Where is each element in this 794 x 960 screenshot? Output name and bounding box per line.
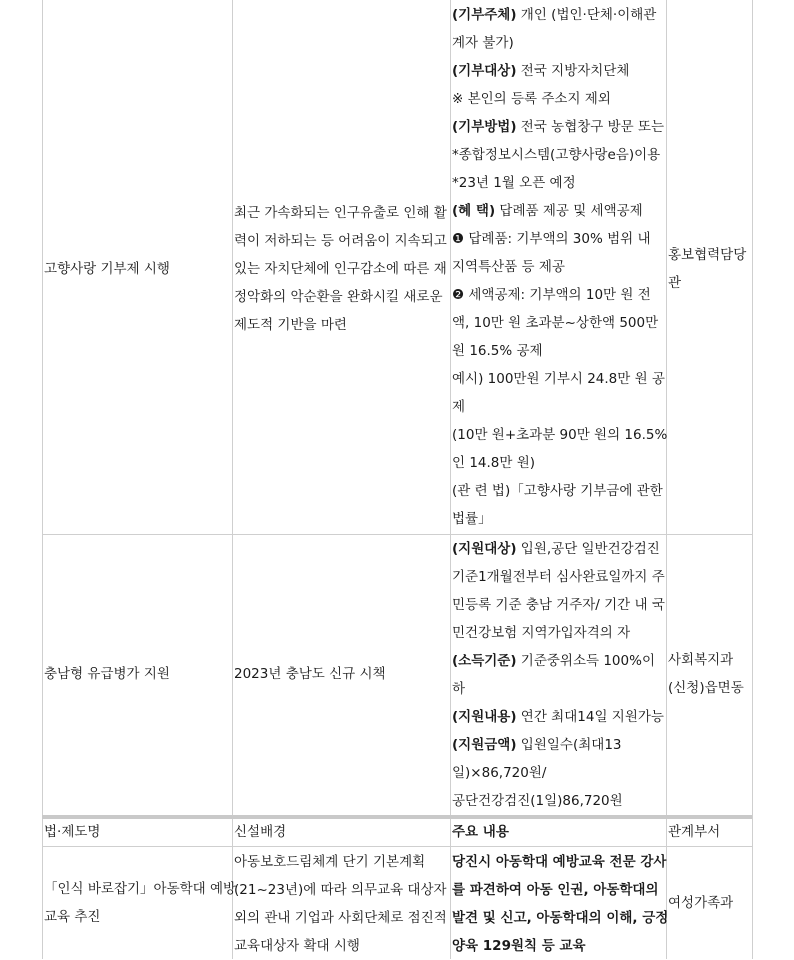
table-row-2-content [452,535,665,815]
content-line: 원 16.5% 공제 [452,343,543,359]
content-line: ❷ 세액공제: 기부액의 10만 원 전 [452,287,651,303]
content-line: (10만 원+초과분 90만 원의 16.5% [452,427,668,443]
table-row-3-name: 「인식 바로잡기」아동학대 예방 교육 추진 [44,881,237,925]
content-line: 액, 10만 원 초과분~상한액 500만 [452,315,659,331]
table-rule [752,0,753,959]
content-line: 제 [452,399,466,415]
column-header-content: 주요 내용 [452,824,509,840]
table-header-rule [42,815,752,819]
table-rule [42,846,752,847]
table-row-1-content [452,1,667,533]
content-line: 지역특산품 등 제공 [452,259,565,275]
content-line: (기부주체) 개인 (법인·단체·이해관 [452,7,657,23]
table-row-3-background: 아동보호드림체계 단기 기본계획 (21~23년)에 따라 의무교육 대상자 외의 관내 기업과 사회단체로 점진적 교육대상자 확대 시행 [234,854,447,954]
table-row-2-background: 2023년 충남도 신규 시책 [234,666,386,682]
content-line: 기준1개월전부터 심사완료일까지 주 [452,569,665,585]
content-line: 민등록 기준 충남 거주자/ 기간 내 국 [452,597,665,613]
content-line: 민건강보험 지역가입자격의 자 [452,625,631,641]
table-row-2-dept: 사회복지과 (신청)읍면동 [668,652,744,696]
content-line: 법률」 [452,511,492,527]
content-line: (지원대상) 입원,공단 일반건강검진 [452,541,660,557]
content-line: (기부대상) 전국 지방자치단체 [452,63,630,79]
content-line: (혜 택) 답례품 제공 및 세액공제 [452,203,643,219]
table-row-1-dept: 홍보협력담당 관 [668,247,747,291]
content-line: 예시) 100만원 기부시 24.8만 원 공 [452,371,665,387]
column-header-background: 신설배경 [234,824,287,840]
content-line: *23년 1월 오픈 예정 [452,175,576,191]
content-line: *종합정보시스템(고향사랑e음)이용 [452,147,661,163]
content-line: 공단건강검진(1일)86,720원 [452,793,623,809]
column-header-dept: 관계부서 [668,824,721,840]
content-line: (관 련 법)「고향사랑 기부금에 관한 [452,483,663,499]
table-row-1-name: 고향사랑 기부제 시행 [44,261,170,277]
content-line: (소득기준) 기준중위소득 100%이 [452,653,655,669]
table-row-2-name: 충남형 유급병가 지원 [44,666,170,682]
content-line: 하 [452,681,466,697]
table-row-3-content: 당진시 아동학대 예방교육 전문 강사 를 파견하여 아동 인권, 아동학대의 발견 및 신고, 아동학대의 이해, 긍정 양육 129원칙 등 교육 [452,854,669,954]
content-line: ※ 본인의 등록 주소지 제외 [452,91,611,107]
content-line: (지원금액) 입원일수(최대13 [452,737,622,753]
table-row-1-background: 최근 가속화되는 인구유출로 인해 활 력이 저하되는 등 어려움이 지속되고 있는 자치단체에 인구감소에 따른 재 정악화의 악순환을 완화시킬 새로운 제도적 기반을 마련 [234,205,447,333]
column-header-name: 법·제도명 [44,824,101,840]
content-line: 계자 불가) [452,35,514,51]
content-line: ❶ 답례품: 기부액의 30% 범위 내 [452,231,651,247]
table-row-3-dept: 여성가족과 [668,895,734,911]
content-line: 일)×86,720원/ [452,765,547,781]
content-line: 인 14.8만 원) [452,455,536,471]
content-line: (기부방법) 전국 농협창구 방문 또는 [452,119,665,135]
content-line: (지원내용) 연간 최대14일 지원가능 [452,709,664,725]
